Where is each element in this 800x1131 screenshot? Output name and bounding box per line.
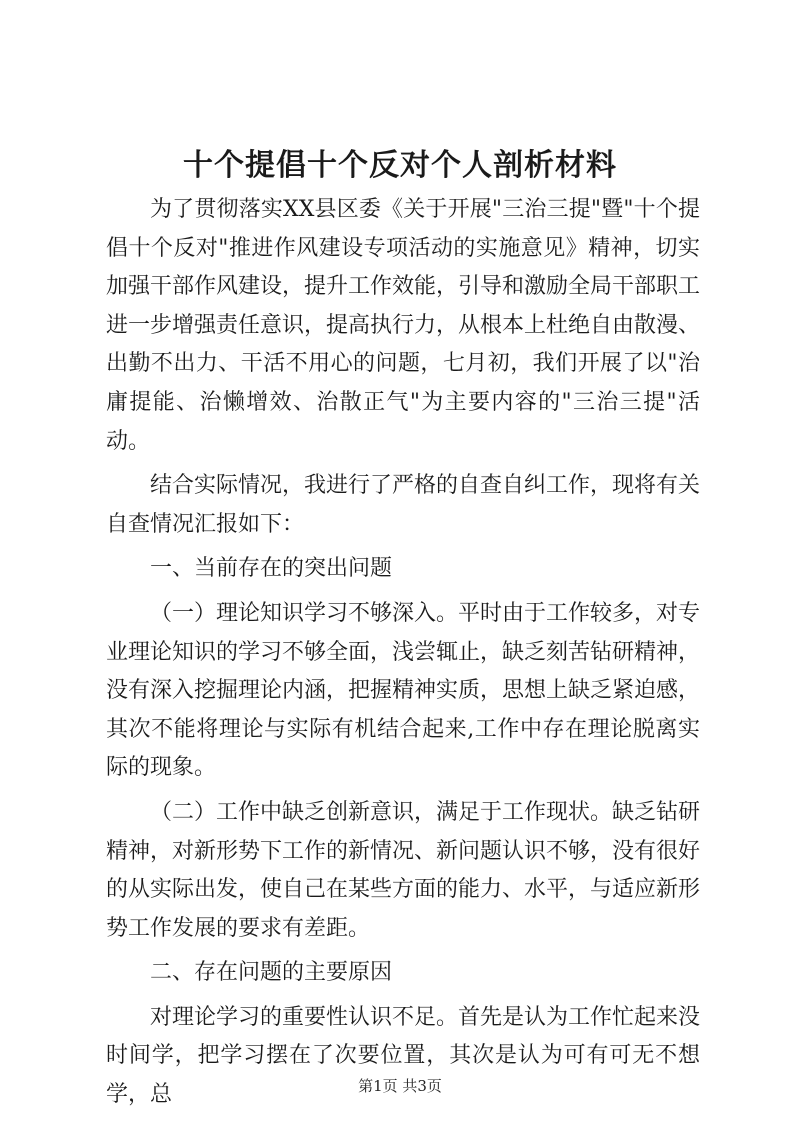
- document-body: [106, 191, 700, 1121]
- paragraph-cause-1: 对理论学习的重要性认识不足。首先是认为工作忙起来没时间学，把学习摆在了次要位置，其次是认为可有可无不想学，总: [106, 1004, 701, 1108]
- section-heading-problems: 一、当前存在的突出问题: [150, 556, 393, 582]
- section-heading-causes: 二、存在问题的主要原因: [150, 960, 393, 986]
- page-footer: 第1页 共3页: [358, 1077, 442, 1095]
- paragraph-self-check: 结合实际情况，我进行了严格的自查自纠工作，现将有关自查情况汇报如下：: [106, 473, 701, 537]
- paragraph-problem-2: （二）工作中缺乏创新意识，满足于工作现状。缺乏钻研精神，对新形势下工作的新情况、新问题认识不够，没有很好的从实际出发，使自己在某些方面的能力、水平，与适应新形势工作发展的要求有差距。: [106, 799, 701, 941]
- paragraph-problem-1: （一）理论知识学习不够深入。平时由于工作较多，对专业理论知识的学习不够全面，浅尝辄止，缺乏刻苦钻研精神，没有深入挖掘理论内涵，把握精神实质，思想上缺乏紧迫感，其次不能将理论与实际有机结合起来,工作中存在理论脱离实际的现象。: [106, 600, 701, 781]
- document-title: 十个提倡十个反对个人剖析材料: [183, 148, 617, 183]
- paragraph-intro: 为了贯彻落实XX县区委《关于开展"三治三提"暨"十个提倡十个反对"推进作风建设专项活动的实施意见》精神，切实加强干部作风建设，提升工作效能，引导和激励全局干部职工进一步增强责任意识，提高执行力，从根本上杜绝自由散漫、出勤不出力、干活不用心的问题，七月初，我们开展了以"治庸提能、治懒增效、治散正气"为主要内容的"三治三提"活动。: [106, 197, 701, 454]
